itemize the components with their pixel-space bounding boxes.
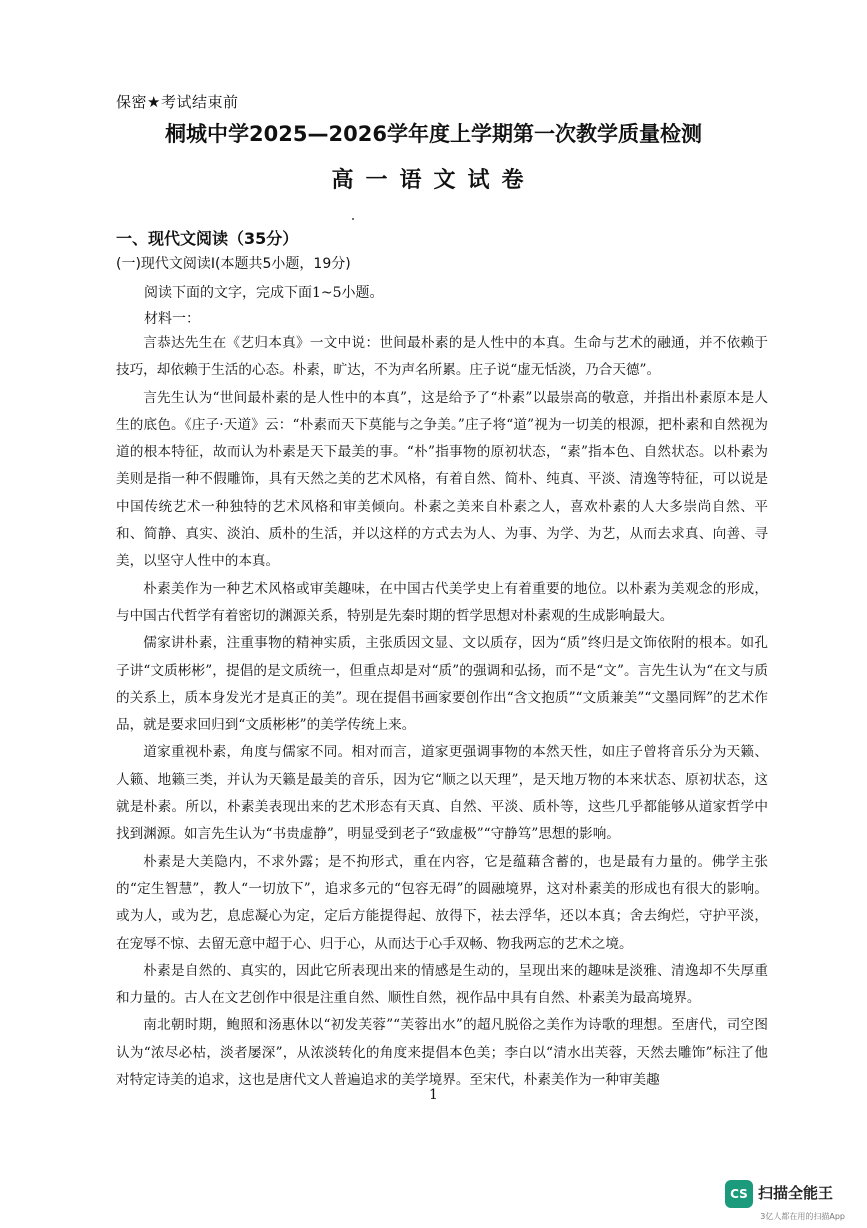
passage-paragraph: 朴素是自然的、真实的，因此它所表现出来的情感是生动的，呈现出来的趣味是淡雅、清逸却不失厚重和力量的。古人在文艺创作中很是注重自然、顺性自然，视作品中具有自然、朴素美为最高境界。 — [116, 962, 768, 1007]
passage-paragraph: 道家重视朴素，角度与儒家不同。相对而言，道家更强调事物的本然天性，如庄子曾将音乐分为天籁、人籁、地籁三类，并认为天籁是最美的音乐，因为它“顺之以天理”，是天地万物的本来状态、原初状态，这就是朴素。所以，朴素美表现出来的艺术形态有天真、自然、平淡、质朴等，这些几乎都能够从道家哲学中找到渊源。如言先生认为“书贵虚静”，明显受到老子“致虚极”“守静笃”思想的影响。 — [116, 744, 768, 843]
scanner-app-icon: CS — [725, 1180, 753, 1208]
passage-paragraph: 朴素是大美隐内，不求外露；是不拘形式，重在内容，它是蕴藉含蓄的，也是最有力量的。佛学主张的“定生智慧”，教人“一切放下”，追求多元的“包容无碍”的圆融境界，这对朴素美的形成也有很大的影响。或为人，或为艺，息虑凝心为定，定后方能提得起、放得下，祛去浮华，还以本真；舍去绚烂，守护平淡，在宠辱不惊、去留无意中超于心、归于心，从而达于心手双畅、物我两忘的艺术之境。 — [116, 853, 768, 952]
scanner-app-tagline: 3亿人都在用的扫描App — [760, 1212, 845, 1221]
paper-title: 高一语文试卷 — [331, 168, 536, 193]
confidential-label: 保密★考试结束前 — [116, 93, 239, 111]
exam-title: 桐城中学2025—2026学年度上学期第一次教学质量检测 — [165, 122, 702, 146]
page-number: 1 — [429, 1087, 438, 1103]
passage-paragraph: 南北朝时期，鲍照和汤惠休以“初发芙蓉”“芙蓉出水”的超凡脱俗之美作为诗歌的理想。至唐代，司空图认为“浓尽必枯，淡者屡深”，从浓淡转化的角度来提倡本色美；李白以“清水出芙蓉，天然去雕饰”标注了他对特定诗美的追求，这也是唐代文人普遍追求的美学境界。至宋代，朴素美作为一种审美趣 — [116, 1017, 768, 1089]
passage-body — [116, 330, 768, 1094]
material-label: 材料一： — [144, 311, 200, 327]
scanner-watermark — [725, 1180, 845, 1220]
scanner-app-name: 扫描全能王 — [758, 1184, 834, 1202]
subsection-heading: (一)现代文阅读Ⅰ(本题共5小题，19分) — [116, 256, 351, 272]
section-heading: 一、现代文阅读（35分） — [116, 229, 299, 248]
passage-paragraph: 言先生认为“世间最朴素的是人性中的本真”，这是给予了“朴素”以最崇高的敬意，并指出朴素原本是人生的底色。《庄子·天道》云：“朴素而天下莫能与之争美。”庄子将“道”视为一切美的根源，把朴素和自然视为道的根本特征，故而认为朴素是天下最美的事。“朴”指事物的原初状态，“素”指本色、自然状态。以朴素为美则是指一种不假雕饰，具有天然之美的艺术风格，有着自然、简朴、纯真、平淡、清逸等特征，可以说是中国传统艺术一种独特的艺术风格和审美倾向。朴素之美来自朴素之人，喜欢朴素的人大多崇尚自然、平和、简静、真实、淡泊、质朴的生活，并以这样的方式去为人、为事、为学、为艺，从而去求真、向善、寻美，以坚守人性中的本真。 — [116, 389, 768, 570]
reading-instruction: 阅读下面的文字，完成下面1~5小题。 — [144, 285, 384, 301]
passage-paragraph: 儒家讲朴素，注重事物的精神实质，主张质因文显、文以质存，因为“质”终归是文饰依附的根本。如孔子讲“文质彬彬”，提倡的是文质统一，但重点却是对“质”的强调和弘扬，而不是“文”。言先生认为“在文与质的关系上，质本身发光才是真正的美”。现在提倡书画家要创作出“含文抱质”“文质兼美”“文墨同辉”的艺术作品，就是要求回归到“文质彬彬”的美学传统上来。 — [116, 635, 768, 734]
passage-paragraph: 言恭达先生在《艺归本真》一文中说：世间最朴素的是人性中的本真。生命与艺术的融通，并不依赖于技巧，却依赖于生活的心态。朴素，旷达，不为声名所累。庄子说“虚无恬淡，乃合天德”。 — [116, 335, 768, 379]
passage-paragraph: 朴素美作为一种艺术风格或审美趣味，在中国古代美学史上有着重要的地位。以朴素为美观念的形成，与中国古代哲学有着密切的渊源关系，特别是先秦时期的哲学思想对朴素观的生成影响最大。 — [116, 580, 768, 624]
scan-speck — [352, 218, 354, 220]
